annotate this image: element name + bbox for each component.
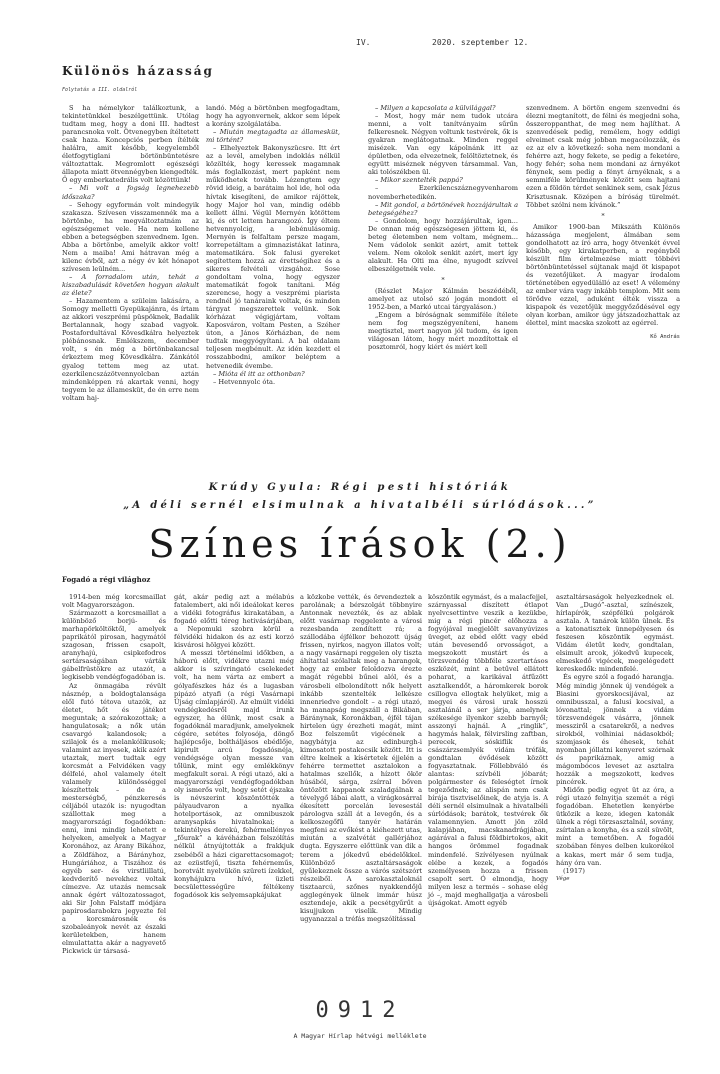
paragraph: – Ezerkilencszáznegyvenharom novemberhetedikén. — [368, 184, 518, 201]
paragraph: – Hazamentem a szüleim lakására, a Somogy melletti Gyepükajánra, és írtam az akkori veszprémi püspöknek, Badalik Bertalannak, hogy szabad vagyok. Postafordultával Kövesdkálra helyeztek plébánosnak. Emlékszem, december volt, s én még a börtönbakancsal érkeztem meg Kövesdkálra. Zánkától gyalog tettem meg az utat. ezerkilencszázötvennyolcban aztán mindenképpen rá akartak venni, hogy tegyem le az államesküt, de én erre nem voltam haj- — [62, 297, 199, 402]
question: – Mikor szentelték pappá? — [375, 176, 463, 185]
article1-column-2 — [206, 104, 340, 474]
article1-column-3 — [368, 104, 518, 474]
article2-subtitle: „A déli sernél elsimulnak a hivatalbéli súrlódások...” — [123, 500, 597, 511]
paragraph: – Elhelyeztek Bakonyszücsre. Itt ért az a levél, amelyben indoklás nélkül közölték, hogy keressek magamnak más foglalkozást, mert papként nem működhetek tovább. Lézengtem egy rövid ideig, a barátaim hol ide, hol oda hívtak kisegíteni, de amikor rájöttek, hogy Major hol van, mindig odébb kellett állni. Végül Mernyén kötöttem ki, és ott lettem harangozó. Így éltem hetvennyolcig, a lebénulásomig. Mernyén is felfaltam persze magam, korrepetáltam a gimnazistákat latinra, matematikára. Sok falusi gyereket segítettem hozzá az érettségihez és a sikeres felvételi vizsgához. Sose gondoltam volna, hogy egyszer matematikát fogok tanítani. Még szerencse, hogy a veszprémi piarista rendnél jó tanáraink voltak, és minden tárgyat megszerettek velünk. Sok kórházat végigjártam, voltam Kaposváron, voltam Pesten, a Széher úton, a János Kórházban, de nem tudtak meggyógyítani. A bal oldalam teljesen megbénult. Az idén kezdett el rosszabbodni, amikor beléptem a hetvenedik évembe. — [206, 144, 340, 370]
paragraph: Származott a korcsmaillat a különböző borjú- és marhapörköltöktől, amelyek paprikától pirosan, hagymától szagosan, frissen csapolt, aranyhajú, csipkefodros sertársaságában várták gábelfrüstökre az utazót, a legkisebb vendégfogadóban is. — [62, 609, 166, 682]
paragraph: 1914-ben még korcsmaillat volt Magyarországon. — [62, 593, 166, 610]
year-note: (1917) — [563, 866, 585, 875]
question: – Mi volt a fogság legnehezebb időszaka? — [62, 184, 199, 201]
author-signature: Kő András — [650, 334, 680, 341]
page-header-date: 2020. szeptember 12. — [432, 38, 529, 47]
paragraph: A messzi történelmi időkben, a háború előtt, vidékre utazni még akkor is szívringató cselekedet volt, ha nem várta az embert a gólyafészkes ház és a lugasban pipázó atyafi (a régi Vasárnapi Újság címlapjáról). Az elmúlt vidéki vendégkedésről majd írunk egyszer, ha élünk, most csak a fogadóknál maradjunk, amelyeknek cégére, setétes folyosója, döngő hajlépcsője, boltháljásos ebédlője, kipirult arcú fogadósnéja, vendégsége olyan messze van tőlünk, mint egy emlékkönyv megfakult sorai. A régi utazó, aki a magyarországi vendégfogadókban oly ismerős volt, hogy setét éjszaka is névszerint köszöntötték a pályaudvaron a nyalka hotelportások, az omnibuszok aranysapkás hivatalnokai; a tekintélyes derekú, fehérmellényes „főurak” a kávéházban felszólítás nélkül átnyújtották a frakkjuk zsebéből a házi cigarettacsomagot; az ezüstfejű, tiszta fehérneműs, borotvált nyelvükön szüreti ízekkel, konyhájukra hívó, üzleti becsülettességűre féltékeny fogadósok kis selyemsapkájukat — [174, 649, 294, 899]
paragraph: gát, akár pedig azt a mélabús fatalembert, aki női ideálokat keres a vidéki fotográfus kirakatában, a fogadó előtti téreg hetivásárjában, a Nepomuki szobra körül a félvidéki hidakon és az esti korzó kisvárosi hölgyei között. — [174, 593, 294, 650]
article2-column-5 — [556, 593, 674, 947]
paragraph: És egyre szól a fogadó harangja. Még mindig jönnek új vendégek a Biasini gyorskocsijával, az omnibusszal, a falusi kocsival, a lóvonattal; jönnek a vidám törzsvendégek vásárra, jönnek messziről a csatarekről, a nedves sirokból, volhiniai nádasokból; szomjasok és éhesek, tehát nyomban jóllatni kenyeret szórnak és paprikáznak, amig a mágombócos leveset az asztalra hozzák a megszokott, kedves pincérek. — [556, 673, 674, 787]
paragraph: szenvednem. A börtön engem szenvedni és élezni megtanított, de félni és megjedni soha, összeroppanthat, de meg nem hajlíthat. A szenvedések pedig, remélem, hogy eddigi elveimet csak még jobban megacélozzák, és ez az elv a következő: soha nem mondani a fehérre azt, hogy fekete, se pedig a feketére, hogy fehér; soha nem mondani az árnyékot fénynek, sem pedig a fényt árnyéknak, s a semmiféle körülmények között sem hajtani ezen a földön térdet senkinek sem, csak Jézus Krisztusnak. Középen a bíróság türelmét. Többet szólni nem kívánok.” — [526, 104, 680, 209]
paragraph: „Engem a bíróságnak semmiféle ítélete nem fog megszégyeníteni, hanem megtisztel, mert nagyon jól tudom, és igen világosan látom, hogy mért mozdítottak el posztomról, hogy kiért és miért kell — [368, 311, 518, 352]
article2-column-2 — [174, 593, 294, 947]
question: – Mit gondol, a börtönévek hozzájárultak a betegségéhez? — [368, 200, 518, 217]
paragraph: Midőn pedig egyet üt az óra, a régi utazó felnyitja szemét a régi fogadóban. Ehetetlen kenyérbe ütközik a keze, idegen katonák ülnek a régi törzsasztalnál, sovány, zsírtalan a konyha, és a szél süvölt, mint a temetőben. A fogadói szobában fényes delben kukorékol a kakas, mert már ő sem tudja, hány óra van. — [556, 786, 674, 867]
paragraph: – Gondolom, hogy hozzájárultak, igen... De onnan még egészségesen jöttem ki, és beteg életemben nem voltam, mégnem... Nem vádolok senkit azért, amit tettek velem. Nem okolok senkit azért, mert így alakult. Ha Olti ma élne, nyugodt szívvel elbeszélgetnék vele. — [368, 216, 518, 273]
page-number: 0912 — [315, 998, 405, 1023]
paragraph: – Hetvennyolc óta. — [213, 377, 276, 386]
article1-column-1 — [62, 104, 199, 474]
paragraph: Amikor 1900-ban Mikszáth Különös házassága megjelent, álmában sem gondolhatott az író arra, hogy ötvenkét évvel később, egy kirakatperben, a regényből készült film értelmezése miatt többévi börtönbüntetéssel sújtanak majd öt kispapot és vezetőjüket. A magyar írodalom történetében egyedülálló az eset! A vélemény az ember vára vagy inkább templom. Mit sem törődve ezzel, aduként élték vissza a kispapok és vezetőjük meggyőződésével egy olyan korban, amikor úgy játszadozhattak az élettel, mint macska szokott az egérrel. — [526, 222, 680, 328]
section-separator: * — [601, 211, 605, 220]
paragraph: landó. Még a börtönben megfogadtam, hogy ha agyonvernek, akkor sem lépek a korány szolgálatába. — [206, 104, 340, 129]
page-header-number: IV. — [356, 38, 371, 47]
paragraph: Az önmagába révült násznép, a boldogtalansága elől futó tétova utazók, az életet, hőt és játékot meguntak; a szórakozottak; a hangulatosak; a nők után csavargó kalandosok; a szilajok és a melankólikusok; valamint az inyesek, akik azért utaztak, mert tudtak egy korcsmát a Felvidéken vagy délfelé, ahol valamely ételt valamely különösséggel készítettek – de a mesterségbő, pénzkeresés céljából utazók is: nyugodtan szállottak meg a magyarországi fogadókban: enni, inni mindig lehetett e helyeken, amelyek a Magyar Koronához, az Arany Bikához, a Zöldfához, a Bárányhoz, Hungáriához, a Tiszához és egyéb ser- és virstliillatú, kedvderítő nevekhez voltak címezve. Az utazás nemcsak annak égért változatossagot, aki Sir John Falstaff módjára papirosdarabokra jegyezte fel a korcsmárosnék és szobaleányok nevét az északi kerületekben, hanem elmulattatta akár a nagyevető Pickwick úr társasá- — [62, 681, 166, 956]
section-separator: * — [441, 275, 445, 284]
question: – Milyen a kapcsolata a külvilággal? — [375, 104, 496, 112]
paragraph: asztaltársaságok helyezkednek el. Van „Dugó”-asztal, színészek, hírlapírók, szépfélkú polgárok asztala. A tanárok külön ülnek. És a katonatisztek ünnepélyesen és feszesen köszöntik egymást. Vidám életűt kedv, gondtalan, elsimult arcok, jókedvű kupecek, elmeskedő vigécek, megelégedett kereskedők: mindenfelé. — [556, 593, 674, 674]
end-mark: Vége — [556, 875, 570, 882]
section-heading: Fogadó a régi világhoz — [62, 575, 151, 584]
article2-column-4 — [428, 593, 548, 947]
question: – A forradalom után, tehát a kiszabadulását követően hogyan alakult az élete? — [62, 272, 199, 298]
question: – Mióta él itt az otthonban? — [213, 369, 305, 378]
continued-note: Folytatás a III. oldalról — [62, 87, 138, 93]
article2-supertitle: Krúdy Gyula: Régi pesti históriák — [208, 482, 512, 493]
paragraph: (Részlet Major Kálmán beszédéből, amelyet az utolsó szó jogán mondott el 1952-ben, a Markó utcai tárgyaláson.) — [368, 287, 518, 312]
article1-title: Különös házasság — [62, 64, 214, 78]
paragraph: S ha némelykor találkoztunk, a tekintetünkkel beszélgettünk. Utólag tudtam meg, hogy a doni III. hadtest parancsnoka volt. Ötvenegyben ítéltetett csak haza. Koncepciós perben ítélték halálra, amit később, kegyelemből életfogytiglani börtönbüntetésre változtattak. Megromlott egészségi állapota miatt ötvennégyben kiengedték. Ő egy emberkatedrális volt közöttünk! — [62, 104, 199, 185]
paragraph: – Sehogy egyformán volt mindegyik szakasza. Szívesen visszamennék ma a börtönbe, ha megváltoztatnám az egészségemet vele. Ha nem kellene ebben a betegségben szenvednem. Igen. Abba a börtönbe, amelyik akkor volt! Nem a maiba! Ami hátravan még a kilenc évből, azt a négy év két hónapot szívesen leülném... — [62, 200, 199, 273]
paragraph: – Most, hogy már nem tudok utcára menni, a volt tanítványaim sűrűn felkeresnek. Négyen voltunk testvérek, ők is gyakran meglátogatnak. Minden reggel misézek. Van egy kápolnánk itt az épületben, oda elvezetnek, felöltöztetnek, és együtt miséznek négyven társammal. Van, aki tolószékben ül. — [368, 112, 518, 177]
article1-column-4 — [526, 104, 680, 474]
article2-column-1 — [62, 593, 166, 956]
footer-caption: A Magyar Hírlap hétvégi melléklete — [293, 1032, 427, 1040]
paragraph: a közkobe vették, és örvendeztek a parolának; a bérszolgát többnyire Antonnak nevezték, és az ablak előtt vasárnap reggelente a városi rezesbanda zendített rá; a szállodába éjfélkor behozott újság frissen, nyirkos, nagyon illatos volt; a nagy vasárnapi reggelen oly tiszta áhítattal szólaltak meg a harangok, hogy az ember feloldozva érezte magát régebbi bűnei alól, és a városbeli elbolondított nők helyett inkább szentelték lelkésze innenriedve gondolt – a régi utazó, ha manapság megszáll a Bikában, Báránynak, Koronákban, éjfél tájan hirtelen úgy érezheti magát, mint Boz felszeműt vigécének a nagybátyja az edinburgh-i kimosatott postakocsik között. Itt is éltre kelnek a kísértetek éjjelén a fehérre termettet asztalokon a hatalmas szellők, a hízott ökör húsából, sárga, zsírral bőven öntözött kappanok szaladgálnak a tévelygő lábai alatt, a virágkosárral ékesített porcelán levesestál párologva száll át a levegőn, és a kelkoszegőfű tanyér határán megfeni az evőkést a kiéhezett utas, miután a szalvétát gallérjához dugta. Egyszerre előttünk van dik a terem a jókedvű ebédelőkkel. Különböző asztaltársaságok gyűlekeznek össze a várós szétszórt részeiből. A sarokasztaloknál tisztaarcú, szőnes nyakkendőjű agglegények ülnek immár húsz esztendeje, akik a pecsétgyűrűt a kisujjukon viselik. Mindig ugyanazzal a tréfás megszólítással — [300, 593, 422, 923]
question: – Miután megtagadta az államesküt, mi történt? — [206, 128, 340, 145]
paragraph: köszöntik egymást, és a malacfejjel, szárnyassal díszített étlapot nyelvcsettintve veszik a kezükbe, mig a régi pincér előhozza a fogyójával megjelölt savanyúvizes üveget, az ebéd előtt vagy ebéd után bevesendő orvosságot, a megszokott mustárt és a törzsvendég többféle szertartásos eszközét, mint a betűvel ellátott poharat, a karikával átfűzött asztalkendőt, a háromkerek borok csillogva ellogtak helyüket, mig a megyei és városi urak hosszú asztalánál a ser járja, amelynek székesége ilyenkor szebb barnyől; asszonyi hajnál. A „ringlik”, hagymás halak, félvirsling zaftban, perecek, sóskiflik és császárzsemlyék vidám tréfák, gondtalan évődések között fogyasztatnak. Föllebbváló és alantas: szívbéli jóbarát; polgármester és feleségtet írnok tegeződnek; az alispán nem csak bírája tisztviselőinek, de atyja is. A déli sernél elsimulnak a hivatalbéli súrlódások; barátok, testvérek ők valamennyien. Amott jön zöld kalapjában, macskanadrágjában, agárával a falusi földbirtokos, akit hangos örömmel fogadnak mindenfelé. Szívélyesen nyúlnak elébe a kezek, a fogadós személyesen hozza a frissen csapolt sert. Ó elmondja, hogy milyen lesz a termés – sohase elég jó –, majd meghallgatja a városbeli újságokat. Amott egyéb — [428, 593, 549, 907]
article2-title: Színes írások (2.) — [148, 522, 572, 566]
article2-column-3 — [300, 593, 422, 947]
